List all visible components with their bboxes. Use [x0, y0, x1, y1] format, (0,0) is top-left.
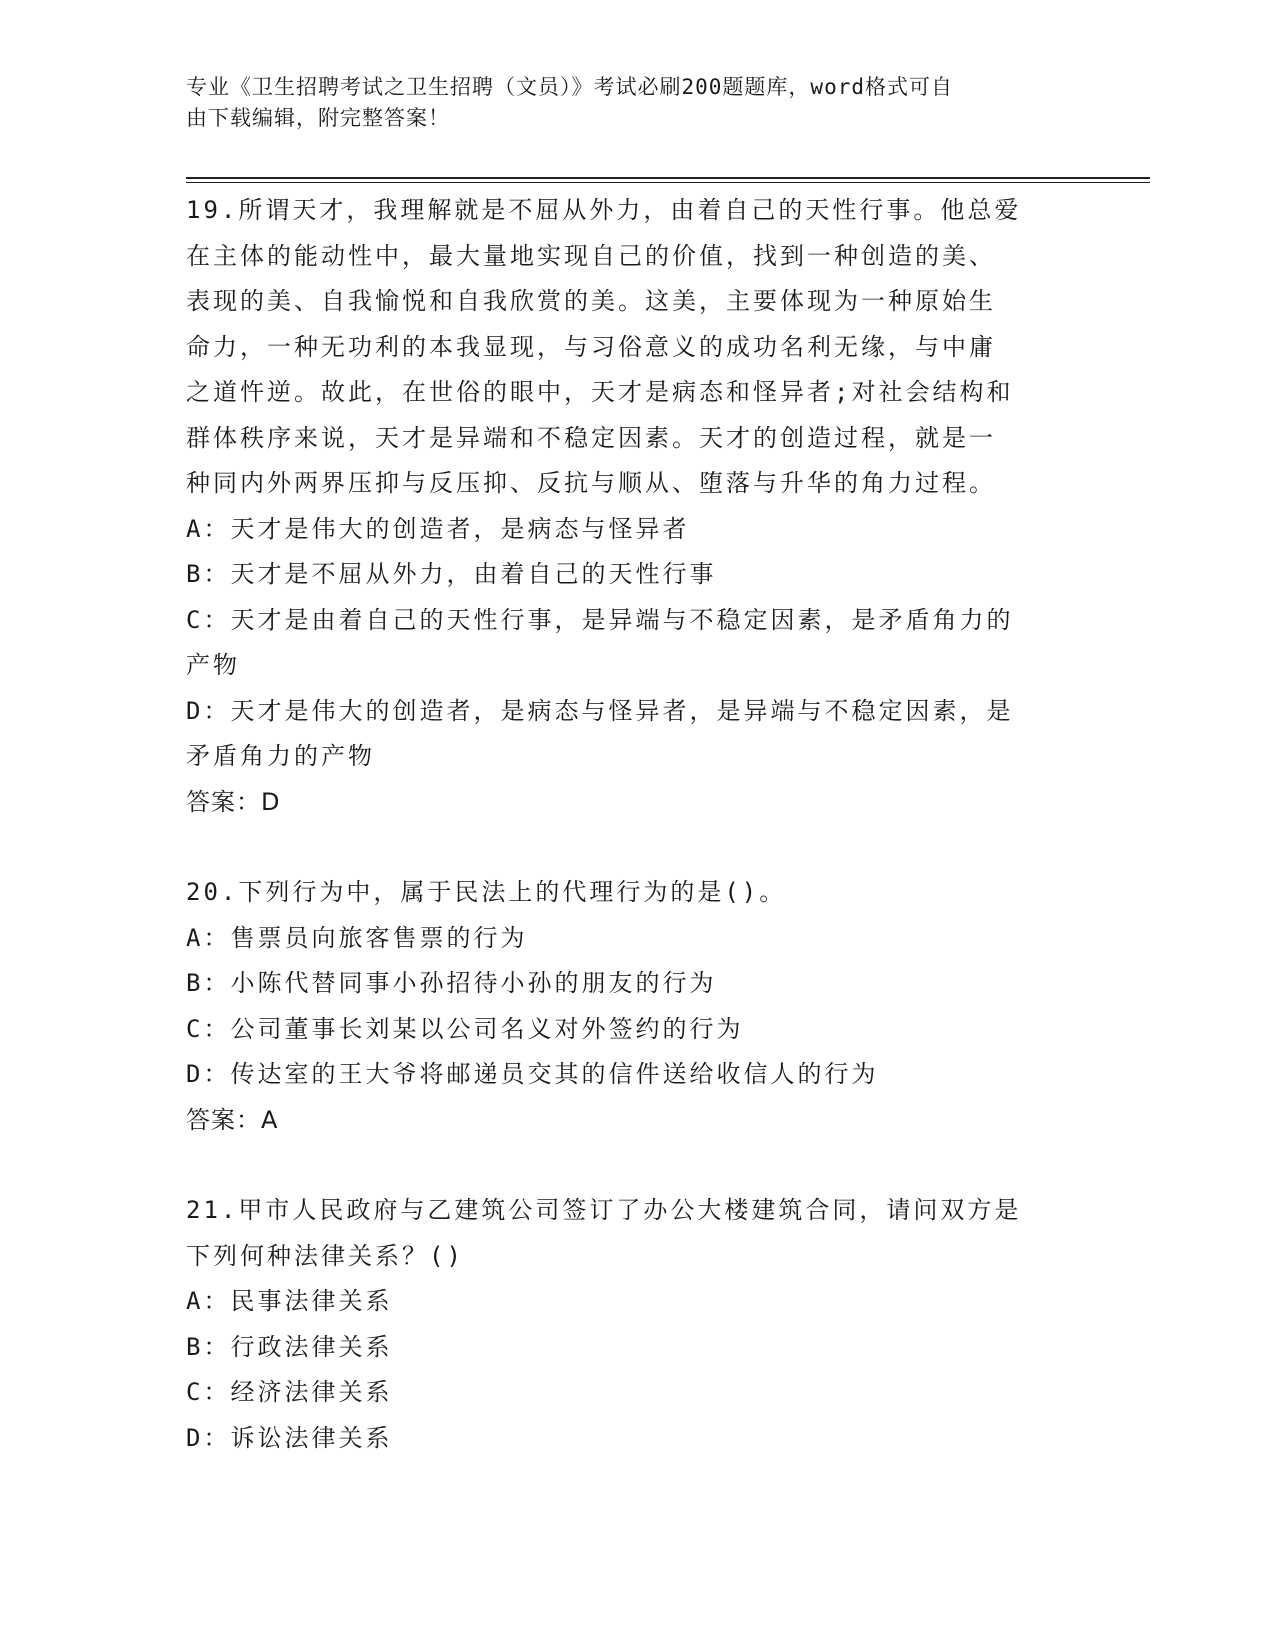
option-b: B：小陈代替同事小孙招待小孙的朋友的行为 [186, 969, 717, 997]
question-text-line: 表现的美、自我愉悦和自我欣赏的美。这美，主要体现为一种原始生 [186, 287, 996, 315]
question-list [186, 188, 1081, 1461]
option-c: C：经济法律关系 [186, 1378, 393, 1406]
question-21 [186, 1188, 1081, 1461]
header-line-1: 专业《卫生招聘考试之卫生招聘（文员）》考试必刷200题题库，word格式可自 [186, 75, 953, 99]
header-divider-thick [186, 177, 1150, 179]
question-text-line: 之道忤逆。故此，在世俗的眼中，天才是病态和怪异者;对社会结构和 [186, 378, 1014, 406]
document-header [186, 72, 1066, 134]
option-d: D：传达室的王大爷将邮递员交其的信件送给收信人的行为 [186, 1060, 879, 1088]
question-text-line: 20.下列行为中，属于民法上的代理行为的是()。 [186, 878, 787, 906]
question-text-line: 下列何种法律关系？() [186, 1241, 464, 1270]
question-text-line: 21.甲市人民政府与乙建筑公司签订了办公大楼建筑合同，请问双方是 [186, 1196, 1022, 1224]
spacer [186, 825, 1081, 870]
answer-19: 答案：D [186, 787, 281, 816]
question-20 [186, 870, 1081, 1143]
question-text-line: 命力，一种无功利的本我显现，与习俗意义的成功名利无缘，与中庸 [186, 332, 996, 361]
question-text-line: 在主体的能动性中，最大量地实现自己的价值，找到一种创造的美、 [186, 241, 996, 270]
option-c: C：天才是由着自己的天性行事，是异端与不稳定因素，是矛盾角力的 [186, 605, 1014, 634]
option-c: C：公司董事长刘某以公司名义对外签约的行为 [186, 1014, 744, 1043]
option-c-continued: 产物 [186, 651, 240, 679]
header-line-2: 由下载编辑，附完整答案！ [186, 106, 450, 130]
header-divider-thin [186, 182, 1150, 183]
question-19 [186, 188, 1081, 825]
option-a: A：民事法律关系 [186, 1287, 393, 1315]
spacer [186, 1143, 1081, 1188]
question-text-line: 种同内外两界压抑与反压抑、反抗与顺从、堕落与升华的角力过程。 [186, 469, 996, 497]
option-b: B：行政法律关系 [186, 1332, 393, 1361]
option-a: A：天才是伟大的创造者，是病态与怪异者 [186, 514, 690, 543]
option-a: A：售票员向旅客售票的行为 [186, 923, 528, 952]
option-d-continued: 矛盾角力的产物 [186, 742, 375, 770]
question-text-line: 19.所谓天才，我理解就是不屈从外力，由着自己的天性行事。他总爱 [186, 196, 1022, 224]
option-d: D：诉讼法律关系 [186, 1423, 393, 1452]
option-b: B：天才是不屈从外力，由着自己的天性行事 [186, 560, 717, 588]
question-text-line: 群体秩序来说，天才是异端和不稳定因素。天才的创造过程，就是一 [186, 423, 996, 452]
answer-20: 答案：A [186, 1105, 279, 1134]
option-d: D：天才是伟大的创造者，是病态与怪异者，是异端与不稳定因素，是 [186, 696, 1014, 725]
